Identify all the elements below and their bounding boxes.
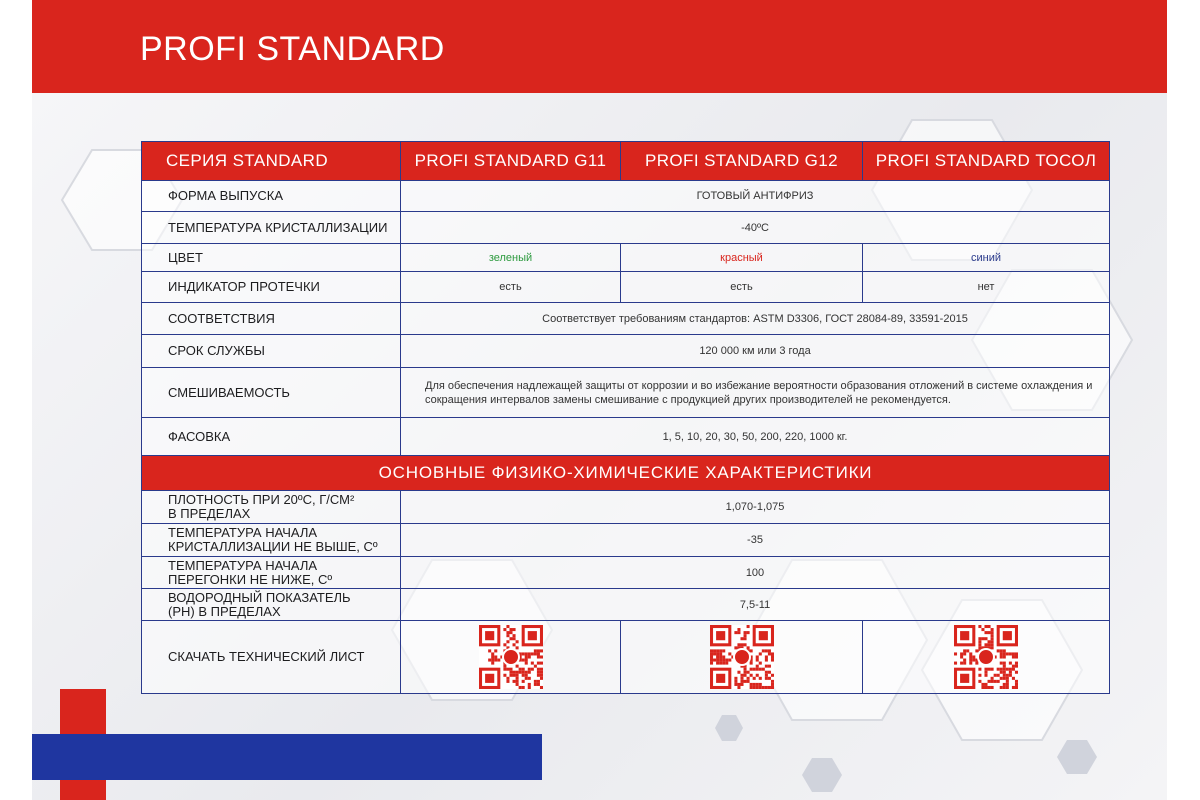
row-value-cryst-start: -35 [401,524,1110,557]
label-line: ТЕМПЕРАТУРА НАЧАЛА [168,557,318,573]
qr-cell-g12 [621,621,863,694]
row-label-distill [142,557,401,589]
color-value-g12: красный [621,244,863,272]
table-row [142,524,1110,557]
row-value-ph: 7,5-11 [401,589,1110,621]
section-header-row [142,456,1110,491]
row-label-standards: СООТВЕТСТВИЯ [142,303,401,335]
row-value-forma: ГОТОВЫЙ АНТИФРИЗ [401,181,1110,212]
row-label-density [142,491,401,524]
row-value-temp-cryst: -40ºС [401,212,1110,244]
row-value-packing: 1, 5, 10, 20, 30, 50, 200, 220, 1000 кг. [401,418,1110,456]
row-label-cryst-start [142,524,401,557]
qr-code-icon[interactable] [954,625,1018,689]
qr-cell-g11 [401,621,621,694]
row-label-forma: ФОРМА ВЫПУСКА [142,181,401,212]
label-line: В ПРЕДЕЛАХ [168,506,251,521]
table-row [142,418,1110,456]
leak-value-g12: есть [621,272,863,303]
row-label-mixing: СМЕШИВАЕМОСТЬ [142,368,401,418]
row-value-density: 1,070-1,075 [401,491,1110,524]
leak-value-tosol: нет [863,272,1110,303]
column-header-g12: PROFI STANDARD G12 [621,142,863,181]
leak-value-g11: есть [401,272,621,303]
row-label-life: СРОК СЛУЖБЫ [142,335,401,368]
decor-blue-bar [32,734,542,780]
row-value-mixing: Для обеспечения надлежащей защиты от коррозии и во избежание вероятности образования отложений в системе охлаждения и сокращения интервалов замены смешивание с продукцией других производителей не рекомендуется. [401,368,1110,418]
table-row [142,368,1110,418]
row-value-distill: 100 [401,557,1110,589]
row-label-temp-cryst: ТЕМПЕРАТУРА КРИСТАЛЛИЗАЦИИ [142,212,401,244]
table-row [142,212,1110,244]
table-header-row [142,142,1110,181]
table-row [142,244,1110,272]
label-line: (PH) В ПРЕДЕЛАХ [168,603,281,619]
table-row [142,303,1110,335]
color-value-g11: зеленый [401,244,621,272]
table-row [142,181,1110,212]
row-label-ph [142,589,401,621]
qr-code-icon[interactable] [710,625,774,689]
section-title: ОСНОВНЫЕ ФИЗИКО-ХИМИЧЕСКИЕ ХАРАКТЕРИСТИКИ [142,456,1110,491]
column-header-series: СЕРИЯ STANDARD [142,142,401,181]
row-label-packing: ФАСОВКА [142,418,401,456]
table-row [142,621,1110,694]
color-value-tosol: синий [863,244,1110,272]
label-line: ПЛОТНОСТЬ ПРИ 20ºС, Г/СМ² [168,492,355,507]
row-value-standards: Соответствует требованиям стандартов: ASTM D3306, ГОСТ 28084-89, 33591-2015 [401,303,1110,335]
table-row [142,272,1110,303]
label-line: КРИСТАЛЛИЗАЦИИ НЕ ВЫШЕ, Сº [168,539,378,554]
row-value-life: 120 000 км или 3 года [401,335,1110,368]
qr-code-icon[interactable] [479,625,543,689]
row-label-leak: ИНДИКАТОР ПРОТЕЧКИ [142,272,401,303]
table-row [142,491,1110,524]
table-row [142,335,1110,368]
download-label: СКАЧАТЬ ТЕХНИЧЕСКИЙ ЛИСТ [142,621,401,694]
label-line: ПЕРЕГОНКИ НЕ НИЖЕ, Сº [168,571,333,587]
page-title: PROFI STANDARD [140,30,445,68]
column-header-g11: PROFI STANDARD G11 [401,142,621,181]
qr-cell-tosol [863,621,1110,694]
table-row [142,589,1110,621]
row-label-color: ЦВЕТ [142,244,401,272]
table-row [142,557,1110,589]
spec-table [141,141,1110,694]
column-header-tosol: PROFI STANDARD ТОСОЛ [863,142,1110,181]
label-line: ВОДОРОДНЫЙ ПОКАЗАТЕЛЬ [168,589,351,605]
label-line: ТЕМПЕРАТУРА НАЧАЛА [168,525,318,540]
